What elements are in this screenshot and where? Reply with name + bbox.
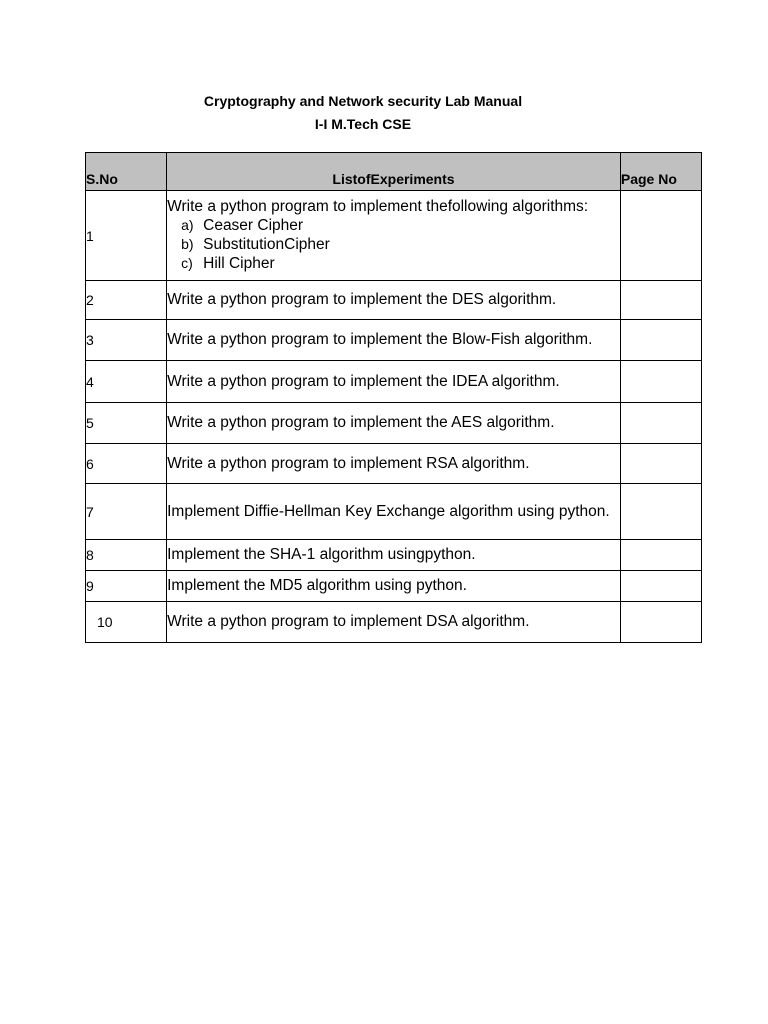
row-description: Implement the SHA-1 algorithm usingpython.	[167, 540, 621, 571]
sub-item-marker: a)	[181, 217, 194, 233]
sub-item	[167, 216, 620, 235]
table-row	[86, 484, 702, 540]
table-row	[86, 281, 702, 320]
row-description: Write a python program to implement the AES algorithm.	[167, 403, 621, 444]
document-subtitle: I-I M.Tech CSE	[314, 116, 412, 132]
row-sno: 10	[86, 602, 167, 643]
column-header-experiments: ListofExperiments	[167, 153, 621, 191]
row-description: Write a python program to implement the Blow-Fish algorithm.	[167, 320, 621, 361]
document-title: Cryptography and Network security Lab Manual	[203, 93, 523, 109]
row-sno: 7	[86, 484, 167, 540]
row-page-no	[620, 444, 701, 484]
row-sno: 9	[86, 571, 167, 602]
row-sno: 4	[86, 361, 167, 403]
sub-item-text: Hill Cipher	[203, 255, 275, 272]
row-page-no	[620, 571, 701, 602]
row-page-no	[620, 191, 701, 281]
sub-item	[167, 235, 620, 254]
row-description: Write a python program to implement the DES algorithm.	[167, 281, 621, 320]
row-description: Write a python program to implement RSA algorithm.	[167, 444, 621, 484]
column-header-sno: S.No	[86, 153, 167, 191]
table-header-row	[86, 153, 702, 191]
table-row	[86, 444, 702, 484]
row-page-no	[620, 281, 701, 320]
column-header-page-no: Page No	[620, 153, 701, 191]
row-description: Write a python program to implement DSA algorithm.	[167, 602, 621, 643]
sub-item	[167, 254, 620, 273]
row-sno: 5	[86, 403, 167, 444]
table-row	[86, 602, 702, 643]
row-page-no	[620, 602, 701, 643]
row-page-no	[620, 361, 701, 403]
row-sno: 2	[86, 281, 167, 320]
row-sno: 6	[86, 444, 167, 484]
row-page-no	[620, 403, 701, 444]
table-row	[86, 361, 702, 403]
sub-item-marker: c)	[181, 255, 193, 271]
row-description: Write a python program to implement the IDEA algorithm.	[167, 361, 621, 403]
table-row	[86, 320, 702, 361]
table-row	[86, 540, 702, 571]
row-page-no	[620, 484, 701, 540]
experiments-table	[85, 152, 702, 643]
row-description-text: Write a python program to implement thefollowing algorithms:	[167, 198, 589, 215]
table-row	[86, 403, 702, 444]
row-description	[167, 191, 621, 281]
row-sno: 8	[86, 540, 167, 571]
table-row	[86, 571, 702, 602]
sub-item-list	[167, 216, 620, 273]
row-page-no	[620, 320, 701, 361]
row-sno: 1	[86, 191, 167, 281]
row-description: Implement the MD5 algorithm using python.	[167, 571, 621, 602]
sub-item-text: Ceaser Cipher	[203, 217, 304, 234]
sub-item-marker: b)	[181, 236, 194, 252]
sub-item-text: SubstitutionCipher	[203, 236, 330, 253]
row-sno: 3	[86, 320, 167, 361]
table-row	[86, 191, 702, 281]
row-description: Implement Diffie-Hellman Key Exchange algorithm using python.	[167, 484, 621, 540]
row-page-no	[620, 540, 701, 571]
